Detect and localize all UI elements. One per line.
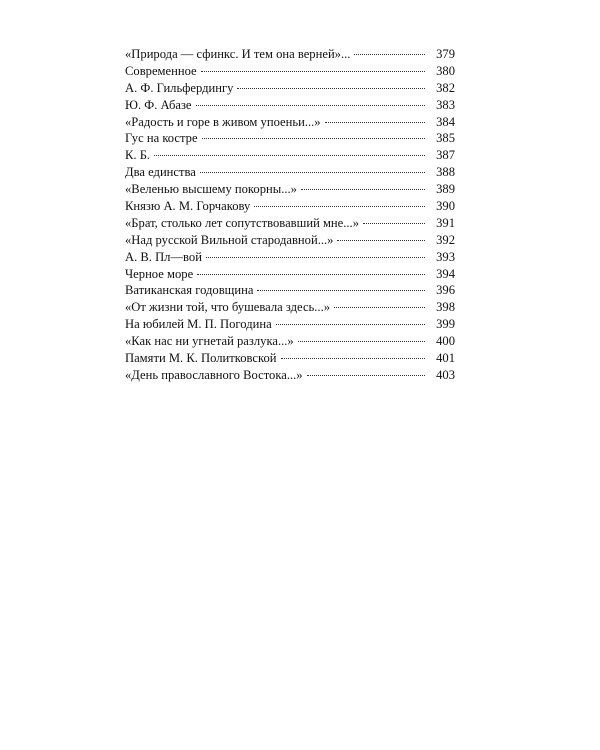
toc-entry-page: 388 bbox=[436, 165, 455, 180]
toc-entry bbox=[125, 249, 455, 266]
toc-entry-page: 390 bbox=[436, 199, 455, 214]
toc-entry-page: 399 bbox=[436, 317, 455, 332]
toc-entry-page: 396 bbox=[436, 283, 455, 298]
toc-entry-title: «От жизни той, что бушевала здесь...» bbox=[125, 300, 331, 315]
toc-entry bbox=[125, 147, 455, 164]
toc-entry bbox=[125, 63, 455, 80]
toc-entry-title: Два единства bbox=[125, 165, 196, 180]
toc-entry-title: «Веленью высшему покорны...» bbox=[125, 182, 297, 197]
dotted-leader bbox=[307, 375, 425, 376]
toc-entry-title: Памяти М. К. Политковской bbox=[125, 351, 277, 366]
toc-entry bbox=[125, 80, 455, 97]
toc-entry-page: 385 bbox=[436, 131, 455, 146]
toc-entry-title: «Радость и горе в живом упоеньи...» bbox=[125, 114, 321, 129]
toc-entry-page: 382 bbox=[436, 80, 455, 95]
dotted-leader bbox=[337, 240, 425, 241]
dotted-leader bbox=[201, 71, 425, 72]
toc-entry bbox=[125, 333, 455, 350]
toc-entry bbox=[125, 316, 455, 333]
toc-entry-title: «Природа — сфинкс. И тем она верней»... bbox=[125, 47, 351, 61]
toc-entry bbox=[125, 46, 455, 63]
toc-entry bbox=[125, 232, 455, 249]
dotted-leader bbox=[196, 105, 425, 106]
dotted-leader bbox=[354, 54, 425, 55]
toc-entry-title: «День православного Востока...» bbox=[125, 367, 303, 382]
toc-entry bbox=[125, 130, 455, 147]
toc-entry-title: А. Ф. Гильфердингу bbox=[125, 80, 234, 95]
toc-entry-title: А. В. Пл—вой bbox=[125, 249, 202, 264]
toc-entry-page: 394 bbox=[436, 266, 455, 281]
dotted-leader bbox=[298, 341, 425, 342]
dotted-leader bbox=[257, 290, 425, 291]
toc-entry-title: «Над русской Вильной стародавной...» bbox=[125, 232, 334, 247]
dotted-leader bbox=[325, 122, 425, 123]
toc-entry bbox=[125, 114, 455, 131]
toc-entry-title: Черное море bbox=[125, 266, 194, 281]
toc-entry-title: Современное bbox=[125, 63, 197, 78]
toc-entry bbox=[125, 198, 455, 215]
toc-entry-page: 391 bbox=[436, 215, 455, 230]
toc-entry-page: 398 bbox=[436, 300, 455, 315]
toc-entry-page: 403 bbox=[436, 367, 455, 382]
toc-entry-page: 379 bbox=[436, 47, 455, 61]
dotted-leader bbox=[202, 138, 425, 139]
toc-entry-title: Ю. Ф. Абазе bbox=[125, 97, 192, 112]
toc-entry-page: 384 bbox=[436, 114, 455, 129]
toc-entry-title: «Как нас ни угнетай разлука...» bbox=[125, 334, 294, 349]
table-of-contents bbox=[125, 46, 455, 384]
toc-entry bbox=[125, 215, 455, 232]
toc-entry-page: 393 bbox=[436, 249, 455, 264]
dotted-leader bbox=[363, 223, 425, 224]
dotted-leader bbox=[334, 307, 425, 308]
toc-entry bbox=[125, 164, 455, 181]
toc-entry-title: На юбилей М. П. Погодина bbox=[125, 317, 272, 332]
toc-entry-page: 400 bbox=[436, 334, 455, 349]
toc-entry-page: 392 bbox=[436, 232, 455, 247]
toc-entry-title: К. Б. bbox=[125, 148, 151, 163]
toc-entry-title: «Брат, столько лет сопутствовавший мне...» bbox=[125, 215, 359, 230]
dotted-leader bbox=[254, 206, 425, 207]
dotted-leader bbox=[197, 274, 425, 275]
toc-entry bbox=[125, 181, 455, 198]
dotted-leader bbox=[206, 257, 425, 258]
dotted-leader bbox=[281, 358, 425, 359]
toc-entry bbox=[125, 266, 455, 283]
toc-entry-page: 389 bbox=[436, 182, 455, 197]
toc-entry-page: 401 bbox=[436, 351, 455, 366]
toc-entry-page: 387 bbox=[436, 148, 455, 163]
toc-entry bbox=[125, 299, 455, 316]
toc-entry bbox=[125, 282, 455, 299]
toc-entry bbox=[125, 367, 455, 384]
dotted-leader bbox=[301, 189, 425, 190]
toc-entry-page: 383 bbox=[436, 97, 455, 112]
toc-entry bbox=[125, 350, 455, 367]
dotted-leader bbox=[154, 155, 425, 156]
toc-entry-title: Князю А. М. Горчакову bbox=[125, 199, 251, 214]
toc-entry-title: Гус на костре bbox=[125, 131, 198, 146]
dotted-leader bbox=[276, 324, 425, 325]
toc-entry-page: 380 bbox=[436, 63, 455, 78]
dotted-leader bbox=[200, 172, 425, 173]
toc-entry bbox=[125, 97, 455, 114]
dotted-leader bbox=[237, 88, 425, 89]
toc-entry-title: Ватиканская годовщина bbox=[125, 283, 254, 298]
